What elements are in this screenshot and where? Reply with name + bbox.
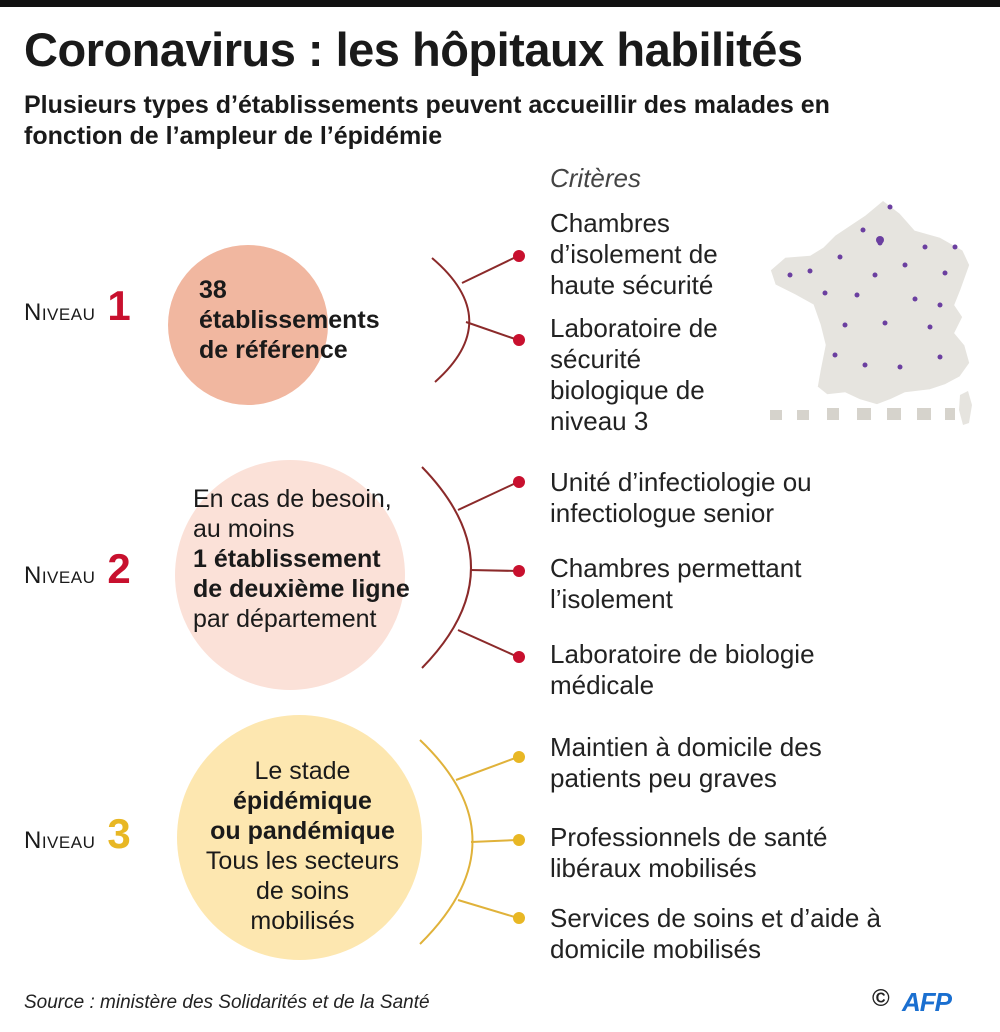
level-2-line-5: par département — [193, 605, 377, 633]
level-3-dot-2 — [513, 834, 525, 846]
level-1-connector-1 — [462, 256, 518, 283]
level-3-connector-2 — [471, 840, 518, 842]
level-2-circle-text — [193, 484, 410, 634]
source-note: Source : ministère des Solidarités et de la Santé — [24, 992, 430, 1013]
level-3-label — [24, 810, 131, 858]
level-2-line-3: 1 établissement — [193, 545, 381, 573]
level-3-line-3: ou pandémique — [210, 817, 395, 845]
level-3-criterion-3: Services de soins et d’aide à domicile mobilisés — [550, 903, 881, 964]
level-2-number: 2 — [107, 545, 132, 592]
level-1-line-1: 38 — [199, 276, 227, 304]
level-1-connector-2 — [466, 322, 518, 340]
afp-logo: AFP — [902, 987, 951, 1017]
level-2-bracket — [422, 467, 471, 668]
level-2-criterion-3: Laboratoire de biologie médicale — [550, 639, 815, 700]
level-2-connector-2 — [470, 570, 518, 571]
level-3-connector-3 — [458, 900, 518, 918]
france-map-image — [765, 195, 980, 435]
level-2-criterion-1: Unité d’infectiologie ou infectiologue senior — [550, 467, 812, 528]
criteria-heading: Critères — [550, 163, 642, 193]
level-1-line-3: de référence — [199, 336, 348, 364]
level-2-dot-2 — [513, 565, 525, 577]
level-3-bracket — [420, 740, 473, 944]
level-2-connector-1 — [458, 482, 518, 510]
level-3-criterion-2: Professionnels de santé libéraux mobilisés — [550, 822, 828, 883]
level-3-dot-3 — [513, 912, 525, 924]
level-3-line-5: de soins — [255, 877, 350, 905]
level-1-line-2: établissements — [199, 306, 380, 334]
copyright-symbol: © — [872, 985, 890, 1012]
level-1-dot-1 — [513, 250, 525, 262]
level-3-line-6: mobilisés — [250, 907, 355, 935]
level-3-dot-1 — [513, 751, 525, 763]
level-1-number: 1 — [107, 282, 132, 329]
level-3-number: 3 — [107, 810, 132, 857]
level-2-dot-1 — [513, 476, 525, 488]
level-3-criterion-1: Maintien à domicile des patients peu graves — [550, 732, 822, 793]
level-2-line-4: de deuxième ligne — [193, 575, 410, 603]
level-3-line-1: Le stade — [254, 757, 351, 785]
overseas-territories — [770, 408, 955, 420]
level-2-line-1: En cas de besoin, — [193, 485, 392, 513]
level-1-dot-2 — [513, 334, 525, 346]
level-1-label — [24, 282, 131, 330]
level-2-dot-3 — [513, 651, 525, 663]
level-2-word: Niveau — [24, 562, 96, 589]
level-2-criterion-2: Chambres permettant l’isolement — [550, 553, 802, 614]
level-1-bracket — [432, 258, 469, 382]
level-3-word: Niveau — [24, 827, 96, 854]
level-3-circle-text — [190, 756, 415, 936]
page-subtitle: Plusieurs types d’établissements peuvent accueillir des malades en fonction de l’ampleur de l’épidémie — [24, 91, 830, 150]
level-1-circle-text — [199, 275, 380, 365]
level-1-criterion-1: Chambres d’isolement de haute sécurité — [550, 208, 718, 300]
level-2-line-2: au moins — [193, 515, 295, 543]
level-1-criterion-2: Laboratoire de sécurité biologique de niveau 3 — [550, 313, 718, 436]
level-1-word: Niveau — [24, 299, 96, 326]
level-3-line-2: épidémique — [233, 787, 372, 815]
level-2-label — [24, 545, 131, 593]
level-2-connector-3 — [458, 630, 518, 657]
corsica — [959, 391, 972, 425]
level-3-connector-1 — [456, 757, 518, 780]
page-title: Coronavirus : les hôpitaux habilités — [24, 23, 803, 76]
level-3-line-4: Tous les secteurs — [205, 847, 400, 875]
